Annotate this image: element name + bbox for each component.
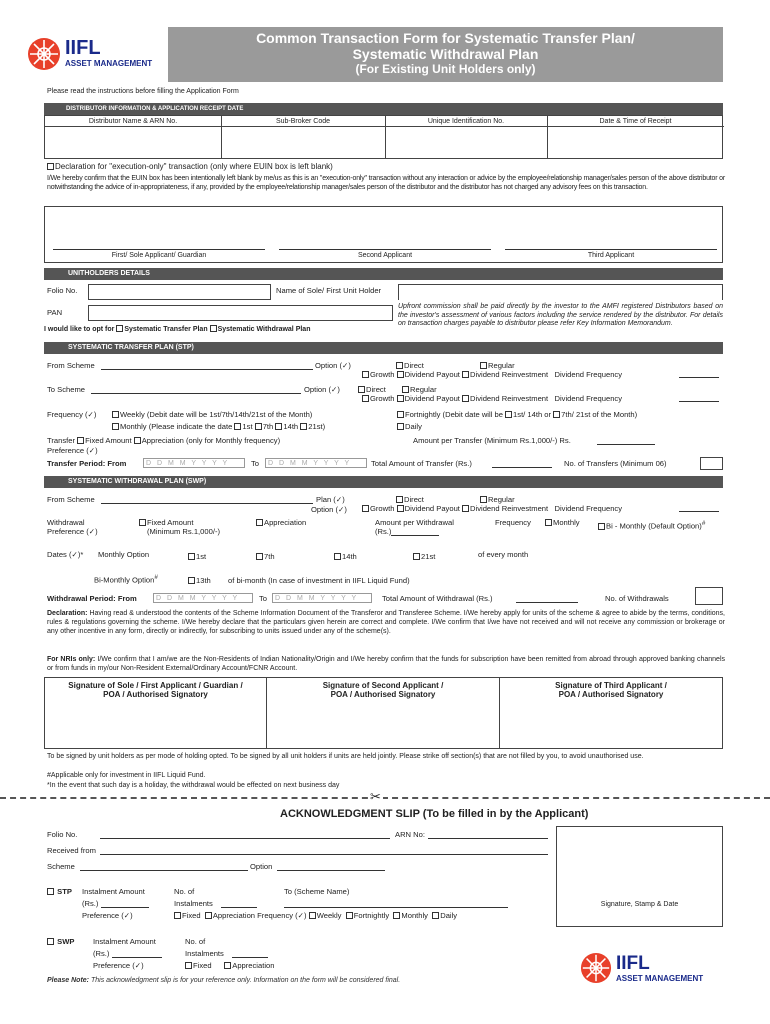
stp-from-scheme-input[interactable] — [101, 369, 313, 370]
pan-input[interactable] — [88, 305, 393, 321]
holder-name-input[interactable] — [398, 284, 723, 300]
cut-line — [0, 797, 770, 799]
distributor-table — [44, 115, 723, 159]
ack-stp-noof: No. of — [174, 887, 195, 896]
stp-amount-input[interactable] — [597, 444, 655, 445]
swp-total-input[interactable] — [516, 602, 578, 603]
col-subbroker: Sub-Broker Code — [275, 118, 331, 125]
ack-swp-instalments: Instalments — [185, 949, 224, 958]
stp-daily-checkbox[interactable] — [397, 423, 404, 430]
swp-option-label: Option (✓) — [311, 505, 347, 514]
ack-stamp-box[interactable] — [556, 826, 723, 927]
ack-stp-instalments: Instalments — [174, 899, 213, 908]
swp-direct-checkbox[interactable] — [396, 496, 403, 503]
ack-fortnightly-checkbox[interactable] — [346, 912, 353, 919]
swp-dates-label: Dates (✓)* — [47, 550, 84, 559]
ack-stp-amount-input[interactable] — [101, 907, 149, 908]
stp-to-scheme-input[interactable] — [91, 393, 301, 394]
ack-folio-input[interactable] — [100, 838, 390, 839]
ack-stamp-label: Signature, Stamp & Date — [600, 901, 679, 908]
ack-received-input[interactable] — [100, 854, 548, 855]
ack-swp-instalments-input[interactable] — [232, 957, 268, 958]
swp-no-withdrawals-input[interactable] — [695, 587, 723, 605]
stp-to-regular-checkbox[interactable] — [402, 386, 409, 393]
stp-no-transfers-input[interactable] — [700, 457, 723, 470]
stp-to-date-input[interactable]: D D M M Y Y Y Y — [265, 458, 367, 468]
stp-bar: SYSTEMATIC TRANSFER PLAN (STP) — [44, 342, 723, 354]
signature-table — [44, 677, 723, 749]
footnote-1: To be signed by unit holders as per mode of holding opted. To be signed by all unit holders if units are held jointly. Please strike off section(s) that are not filled by you, to avoid unauthorised use. — [47, 753, 644, 760]
stp-preference-label: Preference (✓) — [47, 446, 98, 455]
swp-no-withdrawals-label: No. of Withdrawals — [605, 594, 669, 603]
unitholders-bar: UNITHOLDERS DETAILS — [44, 268, 723, 280]
footnote-3: *In the event that such day is a holiday, the withdrawal would be effected on next business day — [47, 782, 340, 789]
stp-monthly-1st[interactable] — [234, 423, 241, 430]
ack-to-scheme-label: To (Scheme Name) — [284, 887, 350, 896]
stp-transfer-label: Transfer — [47, 436, 75, 445]
form-subtitle: (For Existing Unit Holders only) — [355, 62, 536, 76]
iifl-logo-bottom-icon — [580, 952, 612, 984]
opt-stp-checkbox[interactable] — [116, 325, 123, 332]
ack-received-label: Received from — [47, 846, 96, 855]
ack-swp-noof: No. of — [185, 937, 206, 946]
folio-label: Folio No. — [47, 286, 78, 295]
stp-monthly-21st[interactable] — [300, 423, 307, 430]
declaration-signature-box — [44, 206, 723, 263]
stp-from-regular-checkbox[interactable] — [480, 362, 487, 369]
swp-fixed-checkbox[interactable] — [139, 519, 146, 526]
declaration-body: I/We hereby confirm that the EUIN box has been intentionally left blank by me/us as this is an "execution-only" transaction without any interaction or advice by the employee/relationship manager/sales person of the above distributor or notwithstanding the advice of in-appropriateness, if any, provided by the employee/relationship manager/sales person of the distributor and the distributor has not charged any advisory fees on this transaction. — [47, 175, 725, 191]
stp-from-reinvest-checkbox[interactable] — [462, 371, 469, 378]
ack-weekly-checkbox[interactable] — [309, 912, 316, 919]
stp-monthly-14th[interactable] — [275, 423, 282, 430]
pan-label: PAN — [47, 308, 63, 317]
iifl-logo-icon — [27, 37, 61, 71]
swp-date-21st[interactable] — [413, 553, 420, 560]
stp-to-scheme-label: To Scheme — [47, 385, 85, 394]
swp-plan-label: Plan (✓) — [316, 495, 345, 504]
ack-monthly-checkbox[interactable] — [393, 912, 400, 919]
form-title-box — [168, 27, 723, 82]
swp-bimonthly-option-label: Bi-Monthly Option — [94, 575, 155, 585]
swp-monthly-checkbox[interactable] — [545, 519, 552, 526]
upfront-commission-note: Upfront commission shall be paid directly by the investor to the AMFI registered Distributors based on the investor's assessment of various factors including the service rendered by the distributor. For details on transaction charges payable to distributor please refer Key Information Memorandum. — [398, 303, 723, 327]
swp-fixed-min: (Minimum Rs.1,000/-) — [147, 527, 220, 536]
ack-to-scheme-input[interactable] — [284, 907, 508, 908]
ack-stp-preference: Preference (✓) — [82, 911, 133, 920]
swp-preference-label: Preference (✓) — [47, 527, 98, 536]
swp-div-freq-input[interactable] — [679, 511, 719, 512]
swp-to-label: To — [259, 594, 268, 603]
stp-from-direct-checkbox[interactable] — [396, 362, 403, 369]
swp-monthly-option-label: Monthly Option — [98, 550, 150, 559]
swp-date-13th[interactable] — [188, 577, 195, 584]
execution-only-checkbox[interactable] — [47, 163, 54, 170]
stp-monthly-checkbox[interactable] — [112, 423, 119, 430]
ack-scheme-input[interactable] — [80, 870, 248, 871]
stp-total-input[interactable] — [492, 467, 552, 468]
col-distributor: Distributor Name & ARN No. — [88, 118, 178, 125]
swp-every-month: of every month — [478, 550, 529, 559]
execution-only-declaration[interactable]: Declaration for "execution-only" transaction (only where EUIN box is left blank) — [47, 162, 333, 171]
ack-stp-rs: (Rs.) — [82, 899, 99, 908]
swp-bimonth-text: of bi-month (In case of investment in IIFL Liquid Fund) — [228, 576, 410, 585]
ack-swp-rs: (Rs.) — [93, 949, 110, 958]
swp-reinvest-checkbox[interactable] — [462, 505, 469, 512]
swp-appreciation-checkbox[interactable] — [256, 519, 263, 526]
ack-swp-appreciation-checkbox[interactable] — [224, 962, 231, 969]
logo-bottom-name: IIFL — [616, 953, 650, 974]
stp-to-label: To — [251, 459, 260, 468]
swp-from-scheme-input[interactable] — [101, 503, 313, 504]
swp-bar: SYSTEMATIC WITHDRAWAL PLAN (SWP) — [44, 476, 723, 488]
ack-swp-amount-label: Instalment Amount — [93, 937, 156, 946]
swp-withdrawal-label: Withdrawal — [47, 518, 85, 527]
stp-option-label: Option (✓) — [315, 361, 351, 370]
ack-swp-amount-input[interactable] — [112, 957, 162, 958]
stp-total-label: Total Amount of Transfer (Rs.) — [371, 459, 472, 468]
swp-amount-input[interactable] — [391, 535, 439, 536]
ack-stp-instalments-input[interactable] — [221, 907, 257, 908]
holder-name-label: Name of Sole/ First Unit Holder — [276, 286, 382, 295]
stp-to-div-freq-input[interactable] — [679, 401, 719, 402]
swp-regular-checkbox[interactable] — [480, 496, 487, 503]
swp-from-date-input[interactable]: D D M M Y Y Y Y — [153, 593, 253, 603]
swp-to-date-input[interactable]: D D M M Y Y Y Y — [272, 593, 372, 603]
sig-second: Second Applicant — [357, 252, 413, 259]
nri-block: For NRIs only: I/We confirm that I am/we are the Non-Residents of Indian Nationality/Origin and I/We hereby confirm that the funds for subscription have been remitted from abroad through approved banking channels or from funds in my/our Non-Resident External/Ordinary Account/FCNR Account. — [47, 656, 725, 672]
ack-daily-checkbox[interactable] — [432, 912, 439, 919]
instructions-text: Please read the instructions before filling the Application Form — [47, 88, 239, 95]
swp-date-14th[interactable] — [334, 553, 341, 560]
ack-arn-label: ARN No: — [395, 830, 425, 839]
logo-sub: ASSET MANAGEMENT — [65, 59, 153, 68]
ack-stp-amount-label: Instalment Amount — [82, 887, 145, 896]
stp-from-scheme-label: From Scheme — [47, 361, 95, 370]
sig-third: Third Applicant — [587, 252, 635, 259]
swp-amount-label: Amount per Withdrawal — [375, 518, 454, 527]
ack-swp-fixed-checkbox[interactable] — [185, 962, 192, 969]
stp-from-growth-checkbox[interactable] — [362, 371, 369, 378]
declaration-block: Declaration: Having read & understood the contents of the Scheme Information Document of the Transferor and Transferee Scheme. I/We hereby apply for units of the scheme & agree to abide by the terms, conditions, rules & regulations governing the scheme. I/We hereby declare that the particulars given herein are correct and complete. I/We confirm that I/we have not received and will not receive any commission or brokerage or any other incentive in any form, directly or indirectly, for subscribing to units issued under any of the scheme(s). — [47, 610, 725, 635]
swp-payout-checkbox[interactable] — [397, 505, 404, 512]
opt-for-row: I would like to opt for Systematic Transfer Plan Systematic Withdrawal Plan — [44, 326, 311, 333]
stp-no-transfers-label: No. of Transfers (Minimum 06) — [564, 459, 667, 468]
swp-growth-checkbox[interactable] — [362, 505, 369, 512]
logo-bottom-sub: ASSET MANAGEMENT — [616, 974, 704, 983]
stp-to-option-label: Option (✓) — [304, 385, 340, 394]
stp-appreciation-checkbox[interactable] — [134, 437, 141, 444]
folio-input[interactable] — [88, 284, 271, 300]
footnote-2: #Applicable only for investment in IIFL Liquid Fund. — [47, 772, 206, 779]
ack-option-input[interactable] — [277, 870, 385, 871]
ack-swp-preference: Preference (✓) — [93, 961, 144, 970]
swp-date-1st[interactable] — [188, 553, 195, 560]
ack-option-label: Option — [250, 862, 273, 871]
stp-fortnightly-1-14-checkbox[interactable] — [505, 411, 512, 418]
stp-frequency-label: Frequency (✓) — [47, 410, 97, 419]
stp-to-growth-checkbox[interactable] — [362, 395, 369, 402]
ack-swp-checkbox[interactable] — [47, 938, 54, 945]
ack-stp-checkbox[interactable] — [47, 888, 54, 895]
swp-rs-label: (Rs.) — [375, 527, 392, 536]
scissors-icon: ✂ — [370, 789, 381, 804]
ack-arn-input[interactable] — [428, 838, 548, 839]
logo-name: IIFL — [65, 37, 101, 59]
sig-box-first[interactable]: Signature of Sole / First Applicant / Guardian / POA / Authorised Signatory — [45, 678, 267, 748]
col-receipt: Date & Time of Receipt — [599, 118, 672, 125]
stp-period-label: Transfer Period: From — [47, 459, 127, 468]
form-title-line2: Systematic Withdrawal Plan — [352, 46, 539, 62]
swp-from-scheme-label: From Scheme — [47, 495, 95, 504]
distributor-bar: DISTRIBUTOR INFORMATION & APPLICATION RECEIPT DATE — [44, 103, 723, 115]
stp-monthly-7th[interactable] — [255, 423, 262, 430]
stp-to-payout-checkbox[interactable] — [397, 395, 404, 402]
stp-to-direct-checkbox[interactable] — [358, 386, 365, 393]
opt-swp-checkbox[interactable] — [210, 325, 217, 332]
swp-total-label: Total Amount of Withdrawal (Rs.) — [382, 594, 493, 603]
stp-weekly-checkbox[interactable] — [112, 411, 119, 418]
stp-from-payout-checkbox[interactable] — [397, 371, 404, 378]
swp-bimonthly-checkbox[interactable] — [598, 523, 605, 530]
ack-stp-fixed-checkbox[interactable] — [174, 912, 181, 919]
swp-date-7th[interactable] — [256, 553, 263, 560]
swp-frequency-label: Frequency — [495, 518, 531, 527]
stp-fixed-checkbox[interactable] — [77, 437, 84, 444]
ack-stp-appreciation-checkbox[interactable] — [205, 912, 212, 919]
sig-first: First/ Sole Applicant/ Guardian — [111, 252, 207, 259]
stp-from-date-input[interactable]: D D M M Y Y Y Y — [143, 458, 245, 468]
col-uin: Unique Identification No. — [427, 118, 505, 125]
stp-from-div-freq-input[interactable] — [679, 377, 719, 378]
ack-folio-label: Folio No. — [47, 830, 78, 839]
ack-note: Please Note: This acknowledgment slip is for your reference only. Information on the form will be considered final. — [47, 977, 401, 984]
ack-title: ACKNOWLEDGMENT SLIP (To be filled in by the Applicant) — [280, 808, 589, 820]
form-title-line1: Common Transaction Form for Systematic Transfer Plan/ — [256, 30, 635, 46]
stp-to-reinvest-checkbox[interactable] — [462, 395, 469, 402]
ack-scheme-label: Scheme — [47, 862, 75, 871]
sig-box-second[interactable]: Signature of Second Applicant / POA / Authorised Signatory — [267, 678, 500, 748]
swp-period-label: Withdrawal Period: From — [47, 594, 137, 603]
sig-box-third[interactable]: Signature of Third Applicant / POA / Authorised Signatory — [555, 681, 667, 699]
stp-fortnightly-7-21-checkbox[interactable] — [553, 411, 560, 418]
stp-amount-label: Amount per Transfer (Minimum Rs.1,000/-) Rs. — [413, 436, 571, 445]
stp-fortnightly-checkbox[interactable] — [397, 411, 404, 418]
